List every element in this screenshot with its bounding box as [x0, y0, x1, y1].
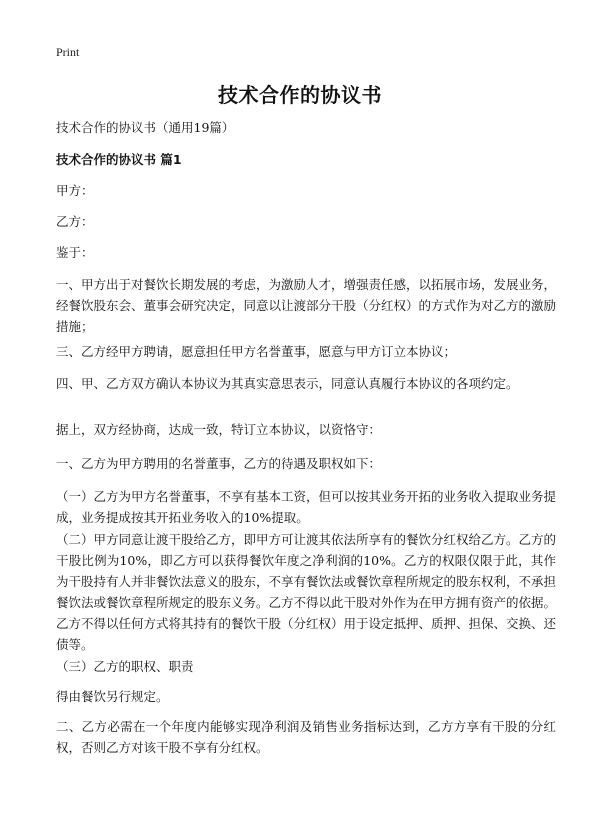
- clause-paragraph: 得由餐饮另行规定。: [56, 689, 169, 704]
- clause-paragraph: （三）乙方的职权、职责: [56, 659, 194, 674]
- print-link[interactable]: Print: [56, 45, 80, 59]
- clause-paragraph: 据上，双方经协商，达成一致，特订立本协议，以资恪守：: [56, 422, 382, 437]
- clause-paragraph: 三、乙方经甲方聘请，愿意担任甲方名誉董事，愿意与甲方订立本协议；: [56, 344, 457, 359]
- clause-paragraph: 一、甲方出于对餐饮长期发展的考虑，为激励人才，增强责任感，以拓展市场，发展业务，经餐饮股东会、董事会研究决定，同意以让渡部分干股（分红权）的方式作为对乙方的激励措施；: [56, 277, 557, 334]
- document-subtitle: 技术合作的协议书（通用19篇）: [56, 120, 235, 135]
- clause-paragraph: （二）甲方同意让渡干股给乙方，即甲方可让渡其依法所享有的餐饮分红权给乙方。乙方的干股比例为10%，即乙方可以获得餐饮年度之净利润的10%。乙方的权限仅限于此，其作为干股持有人并非餐饮法意义的股东，不享有餐饮法或餐饮章程所规定的股东权利，不承担餐饮法或餐饮章程所规定的股东义务。乙方不得以此干股对外作为在甲方拥有资产的依据。乙方不得以任何方式将其持有的餐饮干股（分红权）用于设定抵押、质押、担保、交换、还债等。: [56, 532, 557, 652]
- party-b-line: 乙方：: [56, 214, 94, 229]
- whereas-line: 鉴于：: [56, 245, 94, 260]
- clause-paragraph: 四、甲、乙方双方确认本协议为其真实意思表示，同意认真履行本协议的各项约定。: [56, 376, 519, 391]
- clause-paragraph: （一）乙方为甲方名誉董事，不享有基本工资，但可以按其业务开拓的业务收入提取业务提成，业务提成按其开拓业务收入的10%提取。: [56, 489, 557, 525]
- document-title: 技术合作的协议书: [218, 83, 382, 107]
- party-a-line: 甲方：: [56, 183, 94, 198]
- clause-paragraph: 二、乙方必需在一个年度内能够实现净利润及销售业务指标达到，乙方方享有干股的分红权，否则乙方对该干股不享有分红权。: [56, 719, 556, 755]
- clause-paragraph: 一、乙方为甲方聘用的名誉董事，乙方的待遇及职权如下：: [56, 456, 382, 471]
- section-heading: 技术合作的协议书 篇1: [56, 152, 182, 167]
